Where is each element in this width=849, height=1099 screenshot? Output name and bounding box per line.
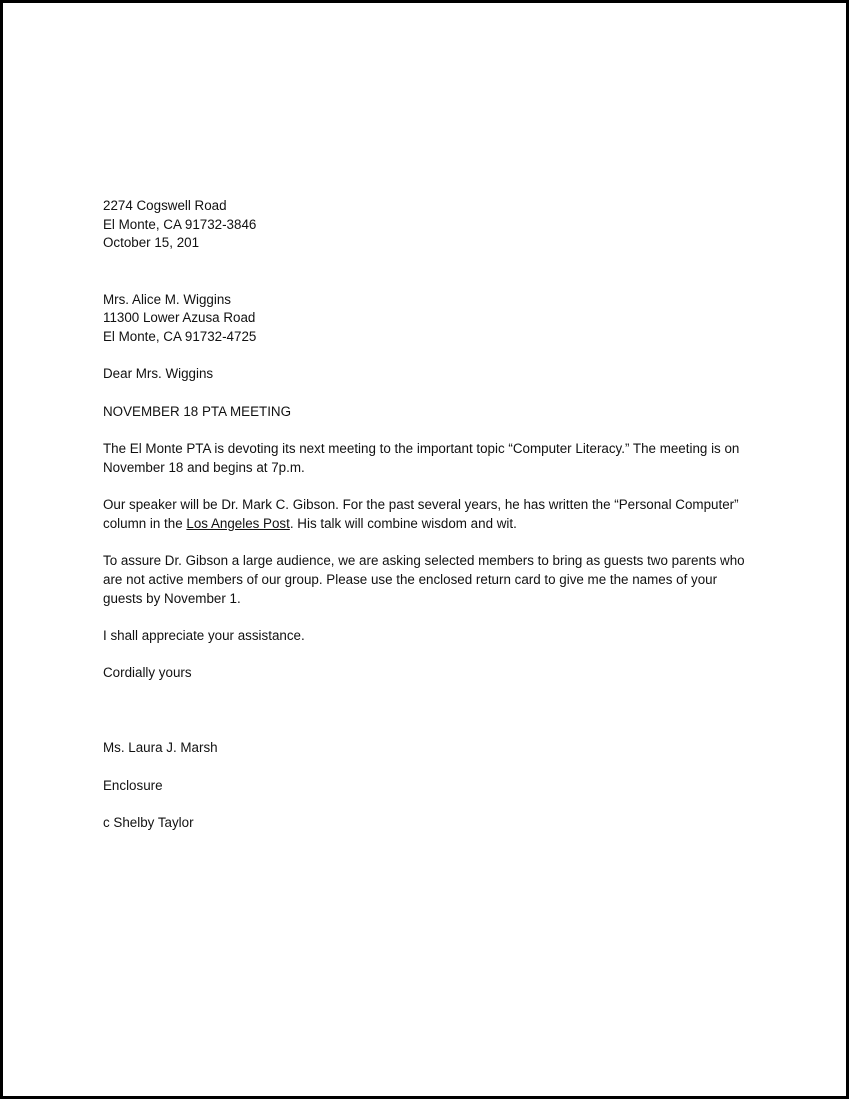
sender-street: 2274 Cogswell Road <box>103 198 227 213</box>
enclosure-notation: Enclosure <box>103 777 163 793</box>
body-paragraph-2-text-before: Our speaker will be Dr. Mark C. Gibson. For the past several years, he has written the “Personal Computer” column in the <box>103 497 739 531</box>
body-paragraph-3: To assure Dr. Gibson a large audience, we are asking selected members to bring as guests two parents who are not active members of our group. Please use the enclosed return card to give me the names of your guests by November 1. <box>103 553 745 606</box>
publication-title: Los Angeles Post <box>186 515 290 531</box>
salutation: Dear Mrs. Wiggins <box>103 366 214 382</box>
recipient-city-state-zip: El Monte, CA 91732-4725 <box>103 328 257 344</box>
body-paragraph-2-text-after: . His talk will combine wisdom and wit. <box>289 515 517 531</box>
recipient-address <box>103 291 753 347</box>
recipient-name: Mrs. Alice M. Wiggins <box>103 291 231 307</box>
body-paragraph-1: The El Monte PTA is devoting its next meeting to the important topic “Computer Literacy.” The meeting is on November 18 and begins at 7p.m. <box>103 441 740 475</box>
recipient-street: 11300 Lower Azusa Road <box>103 310 256 326</box>
complimentary-closing: Cordially yours <box>103 665 192 681</box>
letter-date: October 15, 201 <box>103 235 200 251</box>
letter-body <box>103 197 753 833</box>
body-paragraph-2 <box>103 496 753 533</box>
sender-city-state-zip: El Monte, CA 91732-3846 <box>103 216 257 232</box>
signer-name: Ms. Laura J. Marsh <box>103 740 218 756</box>
subject-line: NOVEMBER 18 PTA MEETING <box>103 403 292 419</box>
copy-notation: c Shelby Taylor <box>103 814 194 830</box>
sender-address <box>103 197 753 253</box>
body-paragraph-4: I shall appreciate your assistance. <box>103 628 305 644</box>
